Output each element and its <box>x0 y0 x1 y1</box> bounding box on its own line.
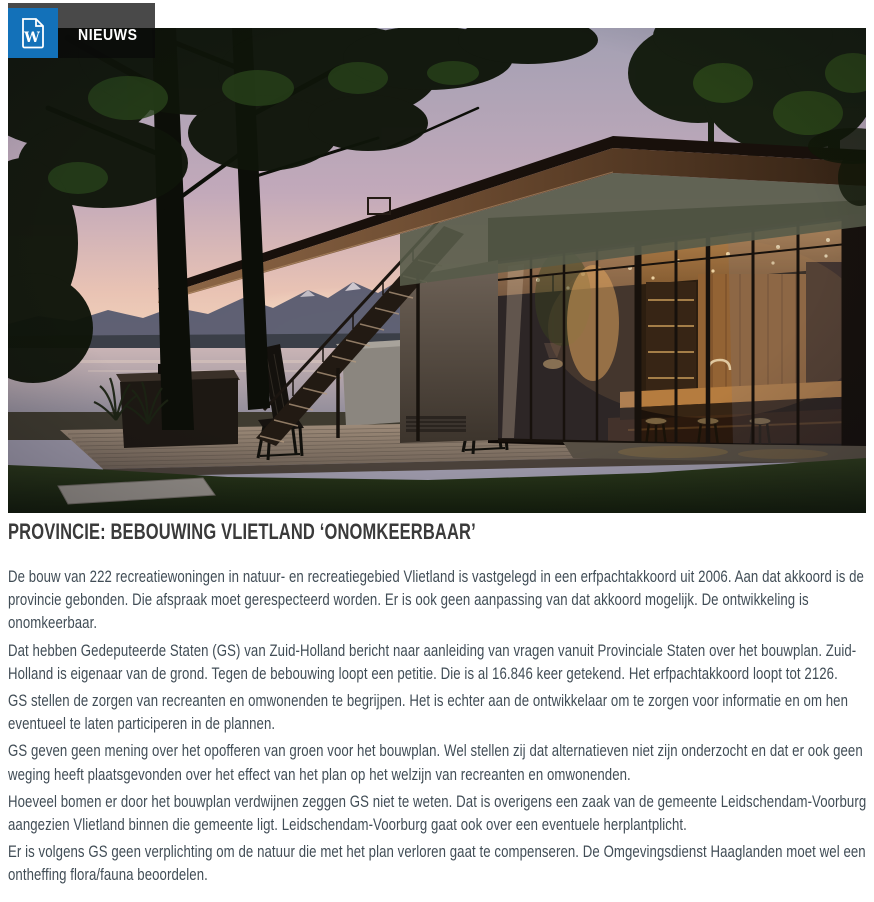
document-w-icon <box>19 17 47 49</box>
article-paragraph: Dat hebben Gedeputeerde Staten (GS) van Zuid-Holland bericht naar aanleiding van vragen vanuit Provinciale Staten over het bouwplan. Zuid-Holland is eigenaar van de grond. Tegen de bebouwing loopt een petitie. Die is al 16.846 keer getekend. Het erfpachtakkoord loopt tot 2126. <box>8 641 857 683</box>
article-paragraph: GS geven geen mening over het opofferen van groen voor het bouwplan. Wel stellen zij dat alternatieven niet zijn onderzocht en dat er ook geen weging heeft plaatsgevonden over het effect van het plan op het welzijn van recreanten en omwonenden. <box>8 742 863 784</box>
article-paragraph: De bouw van 222 recreatiewoningen in natuur- en recreatiegebied Vlietland is vastgelegd in een erfpachtakkoord uit 2006. Aan dat akkoord is de provincie gebonden. Die afspraak moet gerespecteerd worden. Er is ook geen aanpassing van dat akkoord mogelijk. De ontwikkeling is onomkeerbaar. <box>8 568 864 633</box>
article-paragraph: Hoeveel bomen er door het bouwplan verdwijnen zeggen GS niet te weten. Dat is overigens een zaak van de gemeente Leidschendam-Voorburg aangezien Vlietland binnen die gemeente ligt. Leidschendam-Voorburg gaat ook over een eventuele herplantplicht. <box>8 792 867 835</box>
article-paragraph: GS stellen de zorgen van recreanten en omwonenden te begrijpen. Het is echter aan de ontwikkelaar om te zorgen voor informatie en om hen eventueel te laten participeren in de plannen. <box>8 692 849 734</box>
logo-letter: W <box>24 30 40 46</box>
house-photo-illustration <box>8 28 866 513</box>
site-logo[interactable] <box>8 8 58 58</box>
category-label[interactable]: NIEUWS <box>78 27 138 44</box>
article-paragraph: Er is volgens GS geen verplichting om de natuur die met het plan verloren gaat te compenseren. De Omgevingsdienst Haaglanden moet wel een ontheffing flora/fauna beoordelen. <box>8 843 866 885</box>
article-body <box>8 566 874 892</box>
featured-image <box>8 28 866 513</box>
article-title: PROVINCIE: BEBOUWING VLIETLAND ‘ONOMKEERBAAR’ <box>8 519 476 544</box>
